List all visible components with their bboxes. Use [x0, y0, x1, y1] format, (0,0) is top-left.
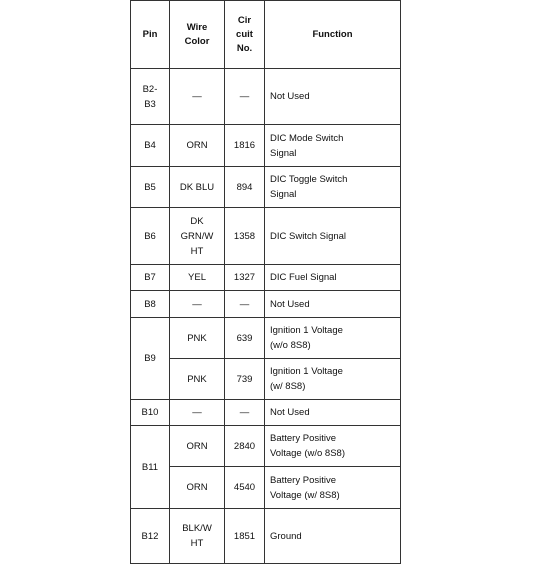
circuit-cell: 2840	[225, 426, 265, 467]
header-wire-color: Wire Color	[170, 1, 225, 69]
pin-cell: B11	[131, 426, 170, 509]
wire-color-cell: DK GRN/W HT	[170, 208, 225, 265]
pin-cell: B4	[131, 125, 170, 167]
function-cell: DIC Toggle Switch Signal	[265, 167, 401, 208]
circuit-cell: 1327	[225, 265, 265, 291]
table-row	[131, 509, 401, 564]
pin-cell: B6	[131, 208, 170, 265]
table-row	[131, 69, 401, 125]
table-row	[131, 426, 401, 467]
function-cell: Not Used	[265, 69, 401, 125]
wire-color-cell: ORN	[170, 426, 225, 467]
function-cell: Ignition 1 Voltage (w/ 8S8)	[265, 359, 401, 400]
pin-cell: B12	[131, 509, 170, 564]
table-row	[131, 291, 401, 318]
header-function: Function	[265, 1, 401, 69]
wire-color-cell: DK BLU	[170, 167, 225, 208]
pin-cell: B5	[131, 167, 170, 208]
wire-color-cell: ORN	[170, 125, 225, 167]
wire-color-cell: —	[170, 69, 225, 125]
function-cell: DIC Mode Switch Signal	[265, 125, 401, 167]
pin-cell: B10	[131, 400, 170, 426]
header-circuit-no: Cir cuit No.	[225, 1, 265, 69]
pin-cell: B8	[131, 291, 170, 318]
circuit-cell: 1851	[225, 509, 265, 564]
wire-color-cell: BLK/W HT	[170, 509, 225, 564]
table-row	[131, 125, 401, 167]
function-cell: Not Used	[265, 291, 401, 318]
circuit-cell: 4540	[225, 467, 265, 509]
wire-color-cell: —	[170, 291, 225, 318]
circuit-cell: 1816	[225, 125, 265, 167]
circuit-cell: —	[225, 400, 265, 426]
pin-cell: B2- B3	[131, 69, 170, 125]
function-cell: DIC Switch Signal	[265, 208, 401, 265]
header-row	[131, 1, 401, 69]
wire-color-cell: PNK	[170, 318, 225, 359]
pin-table	[130, 0, 401, 564]
table-row	[131, 318, 401, 359]
pin-cell: B7	[131, 265, 170, 291]
function-cell: Battery Positive Voltage (w/ 8S8)	[265, 467, 401, 509]
header-pin: Pin	[131, 1, 170, 69]
wire-color-cell: ORN	[170, 467, 225, 509]
circuit-cell: 739	[225, 359, 265, 400]
circuit-cell: 1358	[225, 208, 265, 265]
table-row	[131, 265, 401, 291]
table-row	[131, 400, 401, 426]
circuit-cell: 894	[225, 167, 265, 208]
wire-color-cell: —	[170, 400, 225, 426]
function-cell: Battery Positive Voltage (w/o 8S8)	[265, 426, 401, 467]
circuit-cell: —	[225, 69, 265, 125]
table-row	[131, 467, 401, 509]
table-row	[131, 359, 401, 400]
table-row	[131, 208, 401, 265]
circuit-cell: —	[225, 291, 265, 318]
circuit-cell: 639	[225, 318, 265, 359]
function-cell: Ground	[265, 509, 401, 564]
function-cell: DIC Fuel Signal	[265, 265, 401, 291]
function-cell: Not Used	[265, 400, 401, 426]
wire-color-cell: YEL	[170, 265, 225, 291]
wire-color-cell: PNK	[170, 359, 225, 400]
pin-cell: B9	[131, 318, 170, 400]
function-cell: Ignition 1 Voltage (w/o 8S8)	[265, 318, 401, 359]
table-row	[131, 167, 401, 208]
